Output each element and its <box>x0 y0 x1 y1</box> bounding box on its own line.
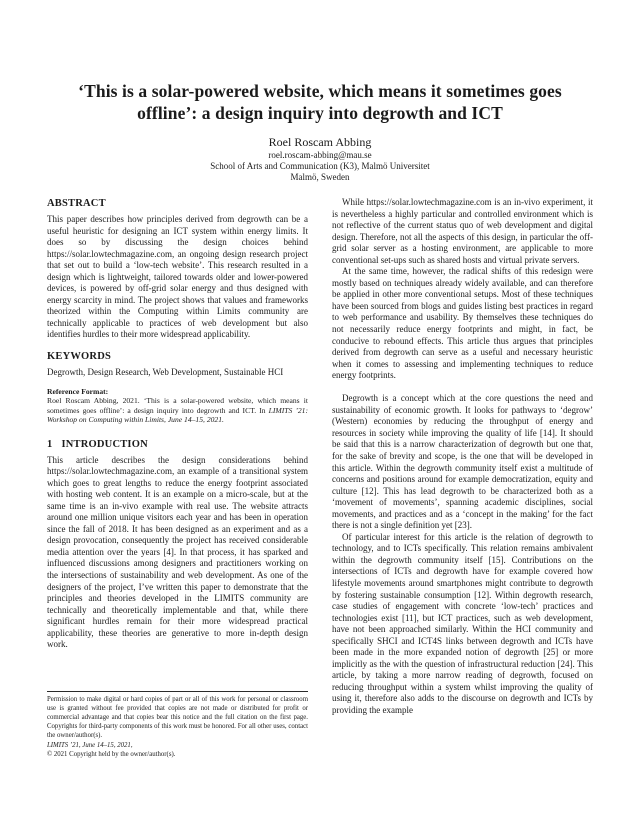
keywords-text: Degrowth, Design Research, Web Development, Sustainable HCI <box>47 367 284 378</box>
author-email: roel.roscam-abbing@mau.se <box>268 150 372 160</box>
section-number: 1 <box>47 438 53 450</box>
author-name: Roel Roscam Abbing <box>268 135 372 149</box>
reference-format-heading: Reference Format: <box>47 386 109 396</box>
author-location: Malmö, Sweden <box>290 172 350 182</box>
permission-text: Permission to make digital or hard copies of part or all of this work for personal or classroom use is granted without fee provided that copies are not made or distributed for profit or commercial advantage and that copies bear this notice and the full citation on the first page. Copyrights for third-party components of this work must be honored. For all other uses, contact the owner/author(s). <box>47 695 308 740</box>
copyright-footnote <box>47 691 308 759</box>
paragraph: Of particular interest for this article is the relation of degrowth to technology, and to ICTs specifically. This relation remains ambivalent within the degrowth community itself [15]. Contributions on the intersections of ICTs and degrowth have for example covered how lifestyle movements around smartphones might contribute to degrowth by fostering sustainable consumption [12]. Within degrowth research, case studies of engagement with concrete ‘low-tech’ practices and technologies exist [11], but ICT practices, such as web development, have not been approached similarly. Within the HCI community and specifically SHCI and ICT4S links between degrowth and ICTs have been made in the more expanded notion of degrowth [25] or more implicitly as the with the question of infrastructural reduction [24]. This article, by taking a more narrow reading of degrowth, focused on reducing throughput within a system whilst improving the quality of using it, therefore also adds to the discourse on degrowth and ICTs by providing the example <box>332 531 593 716</box>
abstract-heading: ABSTRACT <box>47 198 106 209</box>
two-column-body <box>47 197 593 763</box>
introduction-heading <box>47 438 308 451</box>
paragraph: Degrowth is a concept which at the core questions the need and sustainability of economic growth. It looks for pathways to ‘degrow’ (Western) economies by reducing the throughput of energy and resources in society while improving the quality of life [14]. It should be said that this is a narrow characterization of degrowth but one that, for the sake of brevity and scope, is the one that will be developed in this article. Within the degrowth community itself exist a multitude of concerns and positions around for example democratization, equity and culture [12]. This has lead degrowth to be characterized both as a ‘movement of movements’, spanning academic disciplines, social movements, and practices and as a ‘concept in the making’ for the fact there is not a single definition yet [23]. <box>332 393 593 531</box>
reference-citation: Roel Roscam Abbing, 2021. ‘This is a solar-powered website, which means it sometimes goes offline’: a design inquiry into degrowth and ICT. In <box>47 396 308 415</box>
reference-format-block <box>47 387 308 425</box>
paragraph: While https://solar.lowtechmagazine.com is an in-vivo experiment, it is nevertheless a highly particular and controlled environment which is not reflective of the current status quo of web development and digital design. Therefore, not all the aspects of this design, in particular the off-grid solar server as a hosting environment, are applicable to more conventional set-ups such as shared hosts and virtual private servers. <box>332 197 593 265</box>
reference-format-text <box>47 396 308 425</box>
footnote-rule <box>47 691 308 692</box>
left-column <box>47 197 308 763</box>
author-block <box>47 135 593 183</box>
section-title: INTRODUCTION <box>61 438 148 450</box>
paper-title: ‘This is a solar-powered website, which means it sometimes goes offline’: a design inquiry into degrowth and ICT <box>78 81 562 123</box>
right-column <box>332 197 593 763</box>
introduction-text: This article describes the design considerations behind https://solar.lowtechmagazine.com, an example of a transitional system which goes to great lengths to reduce the energy footprint associated with hosting web content. It is an example on a micro-scale, but at the same time is an in-vivo example with real use. The website attracts around one million unique visitors each year and has been in operation since the fall of 2018. It has been designed as an experiment and as a design provocation, consequently the project has received considerable media attention over the years [4]. In that process, it has sparked and influenced discussions among designers and practitioners working on the intersections of sustainability and web development. As one of the designers of the project, I’ve written this paper to demonstrate that the principles and theories developed in the LIMITS community are technically and theoretically implementable and that, while there significant hurdles remain for their more widespread practical applicability, these theories are generative to more in-depth design work. <box>47 454 308 650</box>
paragraph: At the same time, however, the radical shifts of this redesign were mostly based on techniques already widely available, and can therefore be applied in other more conventional setups. Most of these techniques have been sourced from blogs and guides listing best practices in regard to web performance and usability. By themselves these techniques do not necessarily reduce energy footprints and might, in fact, be conducive to rebound effects. This article thus argues that principles derived from degrowth can serve as a useful and necessary heuristic when it comes to assessing and implementing techniques to reduce energy footprints. <box>332 266 593 381</box>
footnote-copyright: © 2021 Copyright held by the owner/author(s). <box>47 750 176 758</box>
reference-venue: LIMITS ’21: Workshop on Computing within Limits, June 14–15, 2021. <box>47 405 308 425</box>
author-affiliation: School of Arts and Communication (K3), Malmö Universitet <box>210 161 430 171</box>
footnote-venue: LIMITS ’21, June 14–15, 2021, <box>47 741 133 749</box>
keywords-heading: KEYWORDS <box>47 351 112 363</box>
abstract-text: This paper describes how principles derived from degrowth can be a useful heuristic for designing an ICT system within energy limits. It does so by discussing the design choices behind https://solar.lowtechmagazine.com, an ongoing design research project that set out to build a ‘low-tech website’. This research resulted in a design which is lightweight, tailored towards older and lower-powered devices, is powered by off-grid solar energy and thus designed with energy scarcity in mind. The project shows that values and frameworks theorized within the Computing within Limits community are technically applicable to practices of web development but also identifies hurdles to their more widespread applicability. <box>47 214 308 340</box>
